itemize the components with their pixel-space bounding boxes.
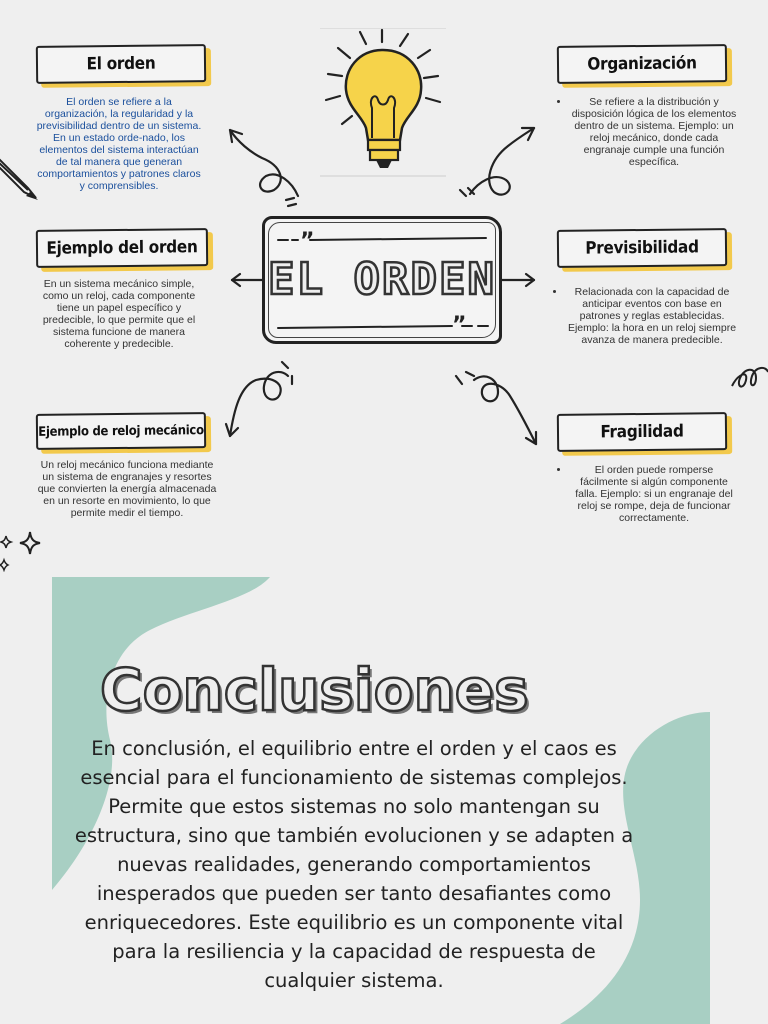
bullet-previsibilidad: • Relacionada con la capacidad de anticipar eventos con base en patrones y reglas establecidas. Ejemplo: la hora en un reloj siempre avanza de manera predecible. [566,286,738,346]
bullet-fragilidad: • El orden puede romperse fácilmente si algún componente falla. Ejemplo: si un engranaje del reloj se rompe, deja de funcionar correctamente. [570,464,738,524]
desc-ejemplo-del-orden: En un sistema mecánico simple, como un reloj, cada componente tiene un papel específico y predecible, lo que permite que el sistema funcione de manera coherente y predecible. [42,278,196,350]
conclusion-title: Conclusiones [100,656,529,724]
desc-previsibilidad [548,286,738,346]
label-ejemplo-reloj: Ejemplo de reloj mecánico [36,412,206,450]
svg-text:”: ” [452,313,467,338]
desc-ejemplo-reloj: Un reloj mecánico funciona mediante un sistema de engranajes y resortes que convierten la energía almacenada en un resorte en movimiento, lo que permite medir el tiempo. [37,459,217,519]
desc-organizacion [552,96,738,168]
label-organizacion: Organización [557,44,727,84]
label-el-orden: El orden [36,44,206,84]
label-ejemplo-del-orden: Ejemplo del orden [36,228,208,268]
label-previsibilidad: Previsibilidad [557,228,727,268]
svg-text:”: ” [300,229,315,254]
desc-fragilidad [552,464,738,524]
label-fragilidad: Fragilidad [557,412,727,452]
center-title-box [262,216,502,344]
center-title: EL ORDEN [268,254,496,305]
bullet-organizacion: • Se refiere a la distribución y disposición lógica de los elementos dentro de un sistema. Ejemplo: un reloj mecánico, donde cada engranaje cumple una función específica. [570,96,738,168]
conclusion-text: En conclusión, el equilibrio entre el orden y el caos es esencial para el funcionamiento de sistemas complejos. Permite que estos sistemas no solo mantengan su estructura, sino que también evolucionen y se adapten a nuevas realidades, generando comportamientos inesperados que pueden ser tanto desafiantes como enriquecedores. Este equilibrio es un componente vital para la resiliencia y la capacidad de respuesta de cualquier sistema. [74,737,634,992]
desc-el-orden: El orden se refiere a la organización, la regularidad y la previsibilidad dentro de un sistema. En un estado orde-nado, los elementos del sistema interactúan de tal manera que generan comportamientos y patrones claros y comprensibles. [36,96,202,192]
